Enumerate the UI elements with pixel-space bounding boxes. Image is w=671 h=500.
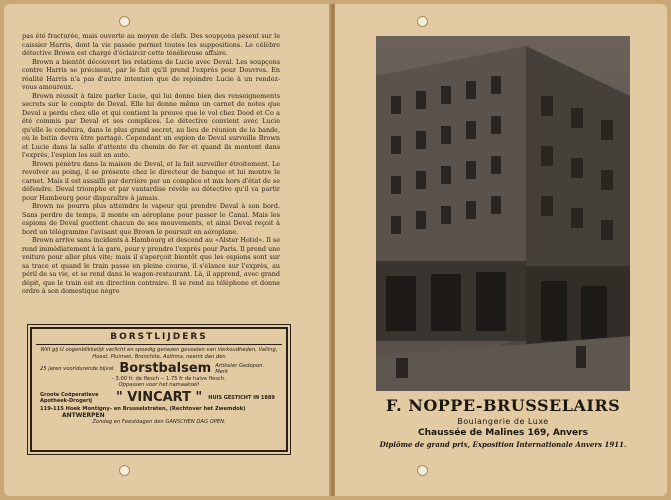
punch-hole-icon: [417, 465, 428, 476]
story-paragraph: Brown ne pourra plus atteindre le vapeur qui prendre Deval à son bord. Sans perdre de temps, il monte en aéroplane pour passer le Canal. Mais les espions de Deval guettent chacun de ses mouvements, et ainsi Deval reçoit à bord un télégramme l'avisant que Brown le poursuit en aéroplane.: [22, 202, 280, 236]
ad-hours: Zondag en Feestdagen den GANSCHEN DAG OPEN.: [92, 419, 226, 425]
bakery-name: F. NOPPE-BRUSSELAIRS: [385, 396, 621, 415]
ad-vincart-row: [32, 389, 286, 406]
bakery-diploma: Diplôme de grand prix, Exposition Internationale Anvers 1911.: [379, 440, 627, 449]
story-paragraph: pas été fracturée, mais ouverte au moyen de clefs. Des soupçons pèsent sur le caissier Harris, dont la vie passée permet toutes les suppositions. Le célèbre détective Brown est chargé d'éclaircir cette ténébreuse affaire.: [22, 32, 280, 57]
ad-city: ANTWERPEN: [62, 412, 105, 419]
bakery-photograph: [376, 36, 630, 391]
story-paragraph: Brown a bientôt découvert les relations de Lucie avec Deval. Les soupçons contre Harris se précisent, par le fait qu'il prend l'exprès pour Douvres. En réalité Harris n'a pas d'autre intention que de rejoindre Lucie à un rendez-vous amoureux.: [22, 57, 280, 91]
ad-title: BORSTLIJDERS: [36, 332, 282, 345]
ad-coop: Groote Coöperatieve Apotheek-Drogerij: [40, 391, 99, 404]
punch-hole-icon: [417, 16, 428, 27]
story-paragraph: Brown arrive sans incidents à Hambourg et descend au «Alster Hotel». Il se rend immédiatement à la gare, pour y prendre l'exprès pour Paris. Il prend une voiture pour aller plus vite; mais il s'aperçoit bientôt que les espions sont sur sa trace et quand le train passe en pleine course, il s'élance sur l'exprès, au péril de sa vie, et se rend dans le wagon-restaurant. Là, il apprend, avec grand dépit, que le train est en direction contraire. Il se rend au téléphone et donne ordre à son domestique nègre: [22, 236, 280, 295]
ad-address: 119-115 Hoek Montigny- en Brusselstraten, (Rechtover het Zwemdok): [40, 406, 246, 412]
ad-brand: Borstbalsem: [119, 361, 212, 376]
building-photo-icon: [376, 36, 630, 391]
bakery-address: Chaussée de Malines 169, Anvers: [418, 428, 588, 438]
ad-warning: Oppassen voor het namaaksel!: [118, 382, 200, 388]
story-text: [22, 32, 280, 296]
story-paragraph: Brown réussit à faire parler Lucie, qui lui donne bien des renseignements secrets sur le compte de Deval. Elle lui donne même un carnet de notes que Deval a perdu chez elle et qui contient la preuve que le vol chez Dood et Co a été commis par Deval et ses complices. Le détective convient avec Lucie qu'elle le conduira, dans le plus grand secret, au lieu de réunion de la bande, où le butin devra être partagé. Cependant un espion de Deval surveille Brown et Lucie dans la salle d'attente du chemin de fer et quand ils montent dans l'exprès, l'espion les suit en auto.: [22, 91, 280, 159]
ad-years: 25 jaren voorldurende bijval.: [40, 365, 115, 372]
story-paragraph: Brown pénètre dans la maison de Deval, et la fait surveiller étroitement. Le revolver au poing, il se présente chez le directeur de banque et lui montre le carnet. Mais il est assailli par derrière par un complice et mis hors d'état de se défendre. Deval triomphe et par vantardise révèle au détective qu'il va partir pour Hambourg pour disparaître à jamais.: [22, 159, 280, 202]
borstbalsem-advertisement: [30, 327, 288, 452]
ad-brand-row: [32, 361, 286, 376]
ad-price: - 3.00 fr. de flesch -- 1.75 fr de halve flesch.: [112, 376, 226, 382]
punch-hole-icon: [119, 465, 130, 476]
ad-house-founded: HUIS GESTICHT IN 1889: [208, 394, 275, 401]
ad-brand-note: Artikeler Gedepon. Merk: [215, 362, 265, 375]
punch-hole-icon: [119, 16, 130, 27]
ad-vincart-brand: " VINCART ": [116, 390, 203, 405]
bakery-kind: Boulangerie de Luxe: [457, 417, 549, 426]
ad-intro: Wilt gij U oogenblikkelijk verlicht en spoedig genezen gevoelen van Verkoudheden, Valling, Hoest, Pluimen, Bronchite, Asthma, neemt dan den: [40, 347, 278, 360]
